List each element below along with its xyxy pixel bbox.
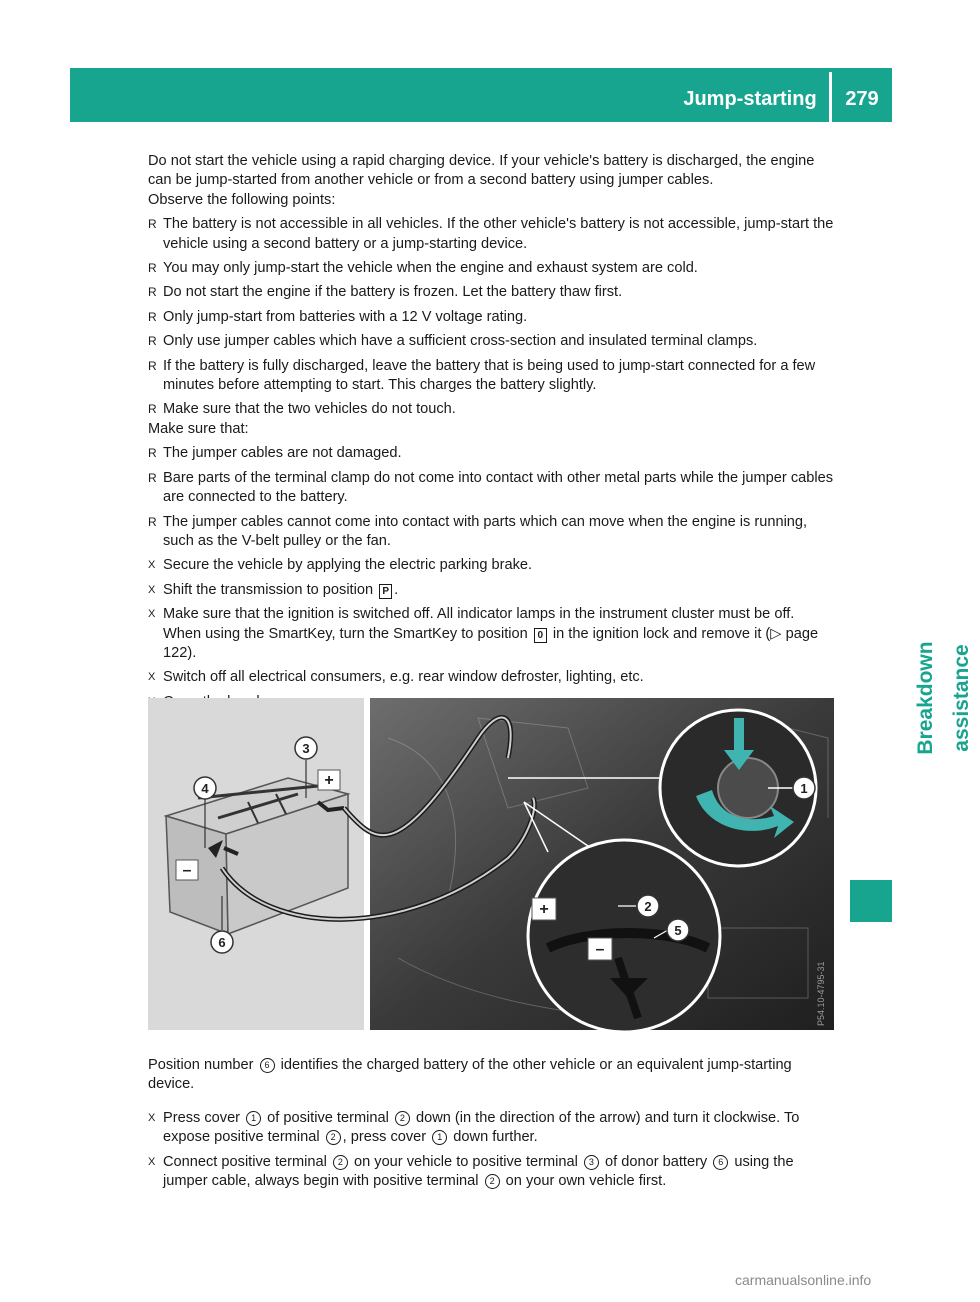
minus-sign-vehicle: – bbox=[595, 941, 605, 958]
intro-paragraph: Do not start the vehicle using a rapid charging device. If your vehicle's battery is discharged, the engine can be jump-started from another vehicle or from a second battery using jumper cables. bbox=[148, 153, 815, 189]
list-item: R Bare parts of the terminal clamp do not come into contact with other metal parts while the jumper cables are connected to the battery. bbox=[148, 469, 834, 506]
list-item: R You may only jump-start the vehicle when the engine and exhaust system are cold. bbox=[148, 259, 834, 278]
header-divider bbox=[829, 72, 832, 122]
image-code: P54.10-4795-31 bbox=[816, 961, 826, 1026]
minus-sign-donor: – bbox=[182, 862, 192, 879]
step-item: X Connect positive terminal 2 on your vehicle to positive terminal 3 of donor battery 6 using the jumper cable, always begin with positive terminal 2 on your own vehicle first. bbox=[148, 1153, 794, 1190]
step-arrow-icon: X bbox=[148, 608, 156, 621]
list-item: R The jumper cables are not damaged. bbox=[148, 444, 834, 463]
list-item: R The jumper cables cannot come into contact with parts which can move when the engine is running, such as the V-belt pulley or the fan. bbox=[148, 513, 808, 549]
bullet-icon: R bbox=[148, 334, 157, 349]
step-item: X Switch off all electrical consumers, e.g. rear window defroster, lighting, etc. bbox=[148, 668, 834, 687]
bullet-icon: R bbox=[148, 309, 157, 324]
callout-1: 1 bbox=[800, 781, 808, 796]
bullet-icon: R bbox=[148, 514, 157, 529]
page-reference-link[interactable]: page 122). bbox=[163, 625, 819, 661]
intro-lead: Observe the following points: bbox=[148, 191, 336, 208]
plus-sign-donor: + bbox=[324, 772, 334, 789]
terminal-clamp-detail bbox=[528, 840, 720, 1032]
bullet-icon: R bbox=[148, 402, 157, 417]
step-arrow-icon: X bbox=[148, 1112, 156, 1124]
bullet-icon: R bbox=[148, 470, 157, 485]
bullet-icon: R bbox=[148, 285, 157, 300]
plus-sign-vehicle: + bbox=[539, 901, 549, 918]
list-item: R Make sure that the two vehicles do not touch. bbox=[148, 400, 834, 419]
side-tab-label: Breakdown assistance bbox=[914, 641, 973, 755]
callout-2: 2 bbox=[644, 899, 652, 914]
list-item: R Do not start the engine if the battery is frozen. Let the battery thaw first. bbox=[148, 283, 834, 302]
step-arrow-icon: X bbox=[148, 671, 156, 684]
jump-start-illustration bbox=[148, 698, 834, 1030]
step-item: X Secure the vehicle by applying the electric parking brake. bbox=[148, 556, 834, 575]
callout-5: 5 bbox=[674, 923, 682, 938]
side-tab-marker bbox=[850, 880, 892, 922]
list-item: R Only jump-start from batteries with a 12 V voltage rating. bbox=[148, 308, 834, 327]
site-watermark: carmanualsonline.info bbox=[735, 1272, 872, 1288]
callout-4: 4 bbox=[201, 781, 209, 796]
main-text bbox=[148, 152, 834, 712]
callout-6: 6 bbox=[218, 935, 226, 950]
step-arrow-icon: X bbox=[148, 1155, 156, 1168]
step-arrow-icon: X bbox=[148, 559, 156, 572]
bullet-icon: R bbox=[148, 358, 157, 373]
page-ref-arrow-icon: ▷ bbox=[770, 625, 782, 642]
list-item: R Only use jumper cables which have a sufficient cross-section and insulated terminal clamps. bbox=[148, 332, 834, 351]
bullet-icon: R bbox=[148, 261, 157, 276]
list-item: R The battery is not accessible in all vehicles. If the other vehicle's battery is not accessible, jump-start the vehicle using a second battery or a jump-starting device. bbox=[148, 216, 834, 252]
bullet-icon: R bbox=[148, 217, 157, 232]
step-item: X Shift the transmission to position P . bbox=[148, 581, 834, 600]
step-item: X Make sure that the ignition is switched off. All indicator lamps in the instrument cluster must be off. When using the SmartKey, turn the SmartKey to position 0 in the ignition lock and remove it (▷ page 122). bbox=[148, 606, 819, 661]
step-arrow-icon: X bbox=[148, 583, 156, 596]
park-position-symbol: P bbox=[379, 584, 392, 599]
list-item: R If the battery is fully discharged, leave the battery that is being used to jump-start connected for a few minutes before attempting to start. This charges the battery slightly. bbox=[148, 357, 816, 394]
section-title: Jump-starting bbox=[683, 88, 817, 110]
callout-3: 3 bbox=[302, 741, 310, 756]
page-number: 279 bbox=[845, 88, 879, 110]
make-sure-heading: Make sure that: bbox=[148, 420, 249, 437]
figure-caption: Position number 6 identifies the charged battery of the other vehicle or an equivalent jump-starting device. bbox=[148, 1056, 792, 1092]
bullet-icon: R bbox=[148, 446, 157, 461]
key-position-symbol: 0 bbox=[534, 628, 547, 643]
step-item: X Press cover 1 of positive terminal 2 down (in the direction of the arrow) and turn it clockwise. To expose positive terminal 2 , press cover 1 down further. bbox=[148, 1110, 800, 1146]
callout-ref: 6 bbox=[260, 1058, 275, 1073]
figure-caption-and-steps bbox=[148, 1041, 834, 1192]
